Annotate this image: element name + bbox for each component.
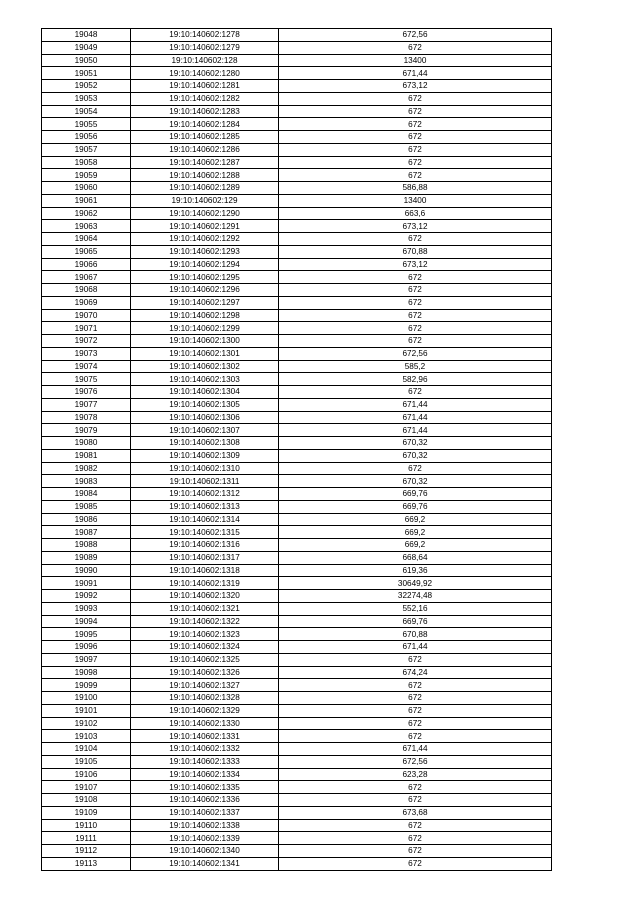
row-id-cell: 19065 xyxy=(42,245,131,258)
value-cell: 672 xyxy=(279,169,552,182)
row-id-cell: 19090 xyxy=(42,564,131,577)
table-row xyxy=(42,564,552,577)
value-cell: 671,44 xyxy=(279,67,552,80)
cadastral-number-cell: 19:10:140602:1294 xyxy=(131,258,279,271)
value-cell: 670,88 xyxy=(279,628,552,641)
table-row xyxy=(42,475,552,488)
value-cell: 672 xyxy=(279,335,552,348)
cadastral-number-cell: 19:10:140602:1320 xyxy=(131,590,279,603)
value-cell: 672 xyxy=(279,717,552,730)
table-row xyxy=(42,386,552,399)
table-row xyxy=(42,653,552,666)
value-cell: 672 xyxy=(279,92,552,105)
cadastral-number-cell: 19:10:140602:1321 xyxy=(131,602,279,615)
row-id-cell: 19097 xyxy=(42,653,131,666)
value-cell: 13400 xyxy=(279,54,552,67)
row-id-cell: 19072 xyxy=(42,335,131,348)
row-id-cell: 19064 xyxy=(42,233,131,246)
table-row xyxy=(42,118,552,131)
value-cell: 672 xyxy=(279,781,552,794)
cadastral-number-cell: 19:10:140602:1297 xyxy=(131,296,279,309)
table-row xyxy=(42,704,552,717)
row-id-cell: 19087 xyxy=(42,526,131,539)
data-table xyxy=(41,28,552,871)
value-cell: 669,2 xyxy=(279,539,552,552)
table-row xyxy=(42,92,552,105)
cadastral-number-cell: 19:10:140602:1331 xyxy=(131,730,279,743)
cadastral-number-cell: 19:10:140602:1329 xyxy=(131,704,279,717)
value-cell: 669,76 xyxy=(279,500,552,513)
cadastral-number-cell: 19:10:140602:1325 xyxy=(131,653,279,666)
row-id-cell: 19111 xyxy=(42,832,131,845)
row-id-cell: 19074 xyxy=(42,360,131,373)
table-row xyxy=(42,373,552,386)
table-row xyxy=(42,513,552,526)
cadastral-number-cell: 19:10:140602:1339 xyxy=(131,832,279,845)
table-row xyxy=(42,500,552,513)
value-cell: 671,44 xyxy=(279,743,552,756)
cadastral-number-cell: 19:10:140602:1295 xyxy=(131,271,279,284)
table-row xyxy=(42,462,552,475)
cadastral-number-cell: 19:10:140602:1301 xyxy=(131,347,279,360)
table-row xyxy=(42,832,552,845)
row-id-cell: 19108 xyxy=(42,794,131,807)
row-id-cell: 19104 xyxy=(42,743,131,756)
value-cell: 672 xyxy=(279,386,552,399)
table-row xyxy=(42,857,552,870)
value-cell: 669,76 xyxy=(279,488,552,501)
row-id-cell: 19096 xyxy=(42,641,131,654)
cadastral-number-cell: 19:10:140602:1316 xyxy=(131,539,279,552)
row-id-cell: 19059 xyxy=(42,169,131,182)
cadastral-number-cell: 19:10:140602:128 xyxy=(131,54,279,67)
value-cell: 672 xyxy=(279,233,552,246)
cadastral-number-cell: 19:10:140602:1280 xyxy=(131,67,279,80)
value-cell: 619,36 xyxy=(279,564,552,577)
row-id-cell: 19083 xyxy=(42,475,131,488)
cadastral-number-cell: 19:10:140602:1313 xyxy=(131,500,279,513)
cadastral-number-cell: 19:10:140602:1296 xyxy=(131,284,279,297)
value-cell: 674,24 xyxy=(279,666,552,679)
row-id-cell: 19071 xyxy=(42,322,131,335)
table-row xyxy=(42,398,552,411)
table-row xyxy=(42,602,552,615)
value-cell: 672 xyxy=(279,653,552,666)
table-row xyxy=(42,296,552,309)
value-cell: 672 xyxy=(279,794,552,807)
row-id-cell: 19048 xyxy=(42,29,131,42)
cadastral-number-cell: 19:10:140602:1311 xyxy=(131,475,279,488)
cadastral-number-cell: 19:10:140602:1289 xyxy=(131,182,279,195)
cadastral-number-cell: 19:10:140602:1310 xyxy=(131,462,279,475)
cadastral-number-cell: 19:10:140602:1315 xyxy=(131,526,279,539)
value-cell: 669,2 xyxy=(279,513,552,526)
table-row xyxy=(42,551,552,564)
cadastral-number-cell: 19:10:140602:1323 xyxy=(131,628,279,641)
value-cell: 672 xyxy=(279,41,552,54)
row-id-cell: 19098 xyxy=(42,666,131,679)
value-cell: 13400 xyxy=(279,194,552,207)
cadastral-number-cell: 19:10:140602:1309 xyxy=(131,449,279,462)
value-cell: 670,88 xyxy=(279,245,552,258)
table-row xyxy=(42,105,552,118)
value-cell: 672 xyxy=(279,692,552,705)
row-id-cell: 19100 xyxy=(42,692,131,705)
value-cell: 672 xyxy=(279,284,552,297)
table-row xyxy=(42,131,552,144)
row-id-cell: 19103 xyxy=(42,730,131,743)
cadastral-number-cell: 19:10:140602:1281 xyxy=(131,80,279,93)
table-row xyxy=(42,437,552,450)
table-row xyxy=(42,41,552,54)
table-row xyxy=(42,335,552,348)
table-row xyxy=(42,768,552,781)
cadastral-number-cell: 19:10:140602:1288 xyxy=(131,169,279,182)
value-cell: 32274,48 xyxy=(279,590,552,603)
value-cell: 672 xyxy=(279,105,552,118)
table-row xyxy=(42,692,552,705)
row-id-cell: 19080 xyxy=(42,437,131,450)
row-id-cell: 19102 xyxy=(42,717,131,730)
cadastral-number-cell: 19:10:140602:1312 xyxy=(131,488,279,501)
value-cell: 672 xyxy=(279,271,552,284)
value-cell: 672,56 xyxy=(279,347,552,360)
cadastral-number-cell: 19:10:140602:1318 xyxy=(131,564,279,577)
row-id-cell: 19078 xyxy=(42,411,131,424)
table-row xyxy=(42,309,552,322)
table-row xyxy=(42,743,552,756)
row-id-cell: 19099 xyxy=(42,679,131,692)
row-id-cell: 19105 xyxy=(42,755,131,768)
cadastral-number-cell: 19:10:140602:1304 xyxy=(131,386,279,399)
table-row xyxy=(42,80,552,93)
cadastral-number-cell: 19:10:140602:1286 xyxy=(131,143,279,156)
row-id-cell: 19086 xyxy=(42,513,131,526)
row-id-cell: 19057 xyxy=(42,143,131,156)
table-row xyxy=(42,258,552,271)
row-id-cell: 19091 xyxy=(42,577,131,590)
row-id-cell: 19060 xyxy=(42,182,131,195)
table-row xyxy=(42,615,552,628)
cadastral-number-cell: 19:10:140602:1334 xyxy=(131,768,279,781)
table-row xyxy=(42,194,552,207)
table-row xyxy=(42,526,552,539)
row-id-cell: 19113 xyxy=(42,857,131,870)
cadastral-number-cell: 19:10:140602:1314 xyxy=(131,513,279,526)
row-id-cell: 19058 xyxy=(42,156,131,169)
cadastral-number-cell: 19:10:140602:1327 xyxy=(131,679,279,692)
table-row xyxy=(42,347,552,360)
table-row xyxy=(42,169,552,182)
row-id-cell: 19079 xyxy=(42,424,131,437)
value-cell: 672 xyxy=(279,832,552,845)
value-cell: 586,88 xyxy=(279,182,552,195)
value-cell: 552,16 xyxy=(279,602,552,615)
cadastral-number-cell: 19:10:140602:1278 xyxy=(131,29,279,42)
value-cell: 582,96 xyxy=(279,373,552,386)
value-cell: 668,64 xyxy=(279,551,552,564)
cadastral-number-cell: 19:10:140602:1338 xyxy=(131,819,279,832)
value-cell: 672 xyxy=(279,309,552,322)
row-id-cell: 19110 xyxy=(42,819,131,832)
table-row xyxy=(42,220,552,233)
row-id-cell: 19081 xyxy=(42,449,131,462)
value-cell: 673,12 xyxy=(279,258,552,271)
cadastral-number-cell: 19:10:140602:1305 xyxy=(131,398,279,411)
cadastral-number-cell: 19:10:140602:1317 xyxy=(131,551,279,564)
value-cell: 585,2 xyxy=(279,360,552,373)
cadastral-number-cell: 19:10:140602:1319 xyxy=(131,577,279,590)
row-id-cell: 19106 xyxy=(42,768,131,781)
cadastral-number-cell: 19:10:140602:1330 xyxy=(131,717,279,730)
row-id-cell: 19062 xyxy=(42,207,131,220)
cadastral-number-cell: 19:10:140602:1324 xyxy=(131,641,279,654)
cadastral-number-cell: 19:10:140602:1328 xyxy=(131,692,279,705)
value-cell: 672 xyxy=(279,118,552,131)
row-id-cell: 19052 xyxy=(42,80,131,93)
cadastral-number-cell: 19:10:140602:1299 xyxy=(131,322,279,335)
table-row xyxy=(42,577,552,590)
row-id-cell: 19061 xyxy=(42,194,131,207)
table-row xyxy=(42,322,552,335)
table-row xyxy=(42,781,552,794)
row-id-cell: 19085 xyxy=(42,500,131,513)
table-row xyxy=(42,54,552,67)
row-id-cell: 19054 xyxy=(42,105,131,118)
cadastral-number-cell: 19:10:140602:129 xyxy=(131,194,279,207)
row-id-cell: 19101 xyxy=(42,704,131,717)
cadastral-number-cell: 19:10:140602:1279 xyxy=(131,41,279,54)
table-row xyxy=(42,245,552,258)
table-row xyxy=(42,29,552,42)
cadastral-number-cell: 19:10:140602:1300 xyxy=(131,335,279,348)
row-id-cell: 19067 xyxy=(42,271,131,284)
row-id-cell: 19077 xyxy=(42,398,131,411)
cadastral-number-cell: 19:10:140602:1298 xyxy=(131,309,279,322)
table-row xyxy=(42,360,552,373)
row-id-cell: 19075 xyxy=(42,373,131,386)
cadastral-number-cell: 19:10:140602:1306 xyxy=(131,411,279,424)
row-id-cell: 19050 xyxy=(42,54,131,67)
value-cell: 672 xyxy=(279,679,552,692)
table-row xyxy=(42,628,552,641)
table-row xyxy=(42,590,552,603)
value-cell: 672 xyxy=(279,131,552,144)
table-row xyxy=(42,143,552,156)
row-id-cell: 19109 xyxy=(42,806,131,819)
value-cell: 670,32 xyxy=(279,475,552,488)
table-row xyxy=(42,488,552,501)
cadastral-number-cell: 19:10:140602:1340 xyxy=(131,845,279,858)
row-id-cell: 19093 xyxy=(42,602,131,615)
value-cell: 673,12 xyxy=(279,220,552,233)
value-cell: 671,44 xyxy=(279,641,552,654)
table-row xyxy=(42,845,552,858)
value-cell: 670,32 xyxy=(279,449,552,462)
table-row xyxy=(42,730,552,743)
row-id-cell: 19107 xyxy=(42,781,131,794)
cadastral-number-cell: 19:10:140602:1284 xyxy=(131,118,279,131)
table-row xyxy=(42,271,552,284)
cadastral-number-cell: 19:10:140602:1291 xyxy=(131,220,279,233)
value-cell: 673,68 xyxy=(279,806,552,819)
cadastral-number-cell: 19:10:140602:1285 xyxy=(131,131,279,144)
table-row xyxy=(42,717,552,730)
cadastral-number-cell: 19:10:140602:1307 xyxy=(131,424,279,437)
value-cell: 671,44 xyxy=(279,411,552,424)
cadastral-number-cell: 19:10:140602:1332 xyxy=(131,743,279,756)
table-row xyxy=(42,67,552,80)
table-row xyxy=(42,819,552,832)
table-row xyxy=(42,233,552,246)
table-row xyxy=(42,182,552,195)
table-row xyxy=(42,806,552,819)
row-id-cell: 19070 xyxy=(42,309,131,322)
row-id-cell: 19089 xyxy=(42,551,131,564)
row-id-cell: 19088 xyxy=(42,539,131,552)
value-cell: 669,2 xyxy=(279,526,552,539)
cadastral-number-cell: 19:10:140602:1336 xyxy=(131,794,279,807)
value-cell: 671,44 xyxy=(279,424,552,437)
row-id-cell: 19056 xyxy=(42,131,131,144)
value-cell: 670,32 xyxy=(279,437,552,450)
cadastral-number-cell: 19:10:140602:1341 xyxy=(131,857,279,870)
value-cell: 671,44 xyxy=(279,398,552,411)
value-cell: 672 xyxy=(279,845,552,858)
row-id-cell: 19049 xyxy=(42,41,131,54)
table-row xyxy=(42,539,552,552)
table-row xyxy=(42,666,552,679)
row-id-cell: 19051 xyxy=(42,67,131,80)
table-row xyxy=(42,755,552,768)
table-row xyxy=(42,449,552,462)
cadastral-number-cell: 19:10:140602:1292 xyxy=(131,233,279,246)
row-id-cell: 19055 xyxy=(42,118,131,131)
cadastral-number-cell: 19:10:140602:1337 xyxy=(131,806,279,819)
value-cell: 672,56 xyxy=(279,29,552,42)
table-row xyxy=(42,207,552,220)
cadastral-number-cell: 19:10:140602:1322 xyxy=(131,615,279,628)
row-id-cell: 19112 xyxy=(42,845,131,858)
cadastral-number-cell: 19:10:140602:1287 xyxy=(131,156,279,169)
table-body xyxy=(42,29,552,871)
cadastral-number-cell: 19:10:140602:1290 xyxy=(131,207,279,220)
value-cell: 673,12 xyxy=(279,80,552,93)
value-cell: 672 xyxy=(279,322,552,335)
value-cell: 663,6 xyxy=(279,207,552,220)
table-row xyxy=(42,156,552,169)
cadastral-number-cell: 19:10:140602:1333 xyxy=(131,755,279,768)
value-cell: 672 xyxy=(279,156,552,169)
cadastral-number-cell: 19:10:140602:1303 xyxy=(131,373,279,386)
table-row xyxy=(42,424,552,437)
row-id-cell: 19076 xyxy=(42,386,131,399)
row-id-cell: 19095 xyxy=(42,628,131,641)
row-id-cell: 19082 xyxy=(42,462,131,475)
value-cell: 672 xyxy=(279,143,552,156)
row-id-cell: 19053 xyxy=(42,92,131,105)
cadastral-number-cell: 19:10:140602:1308 xyxy=(131,437,279,450)
value-cell: 672 xyxy=(279,819,552,832)
row-id-cell: 19068 xyxy=(42,284,131,297)
row-id-cell: 19084 xyxy=(42,488,131,501)
row-id-cell: 19066 xyxy=(42,258,131,271)
value-cell: 672 xyxy=(279,730,552,743)
table-row xyxy=(42,284,552,297)
cadastral-number-cell: 19:10:140602:1335 xyxy=(131,781,279,794)
cadastral-number-cell: 19:10:140602:1326 xyxy=(131,666,279,679)
table-row xyxy=(42,794,552,807)
value-cell: 669,76 xyxy=(279,615,552,628)
cadastral-number-cell: 19:10:140602:1283 xyxy=(131,105,279,118)
value-cell: 672 xyxy=(279,857,552,870)
row-id-cell: 19092 xyxy=(42,590,131,603)
value-cell: 30649,92 xyxy=(279,577,552,590)
row-id-cell: 19063 xyxy=(42,220,131,233)
table-row xyxy=(42,411,552,424)
cadastral-number-cell: 19:10:140602:1282 xyxy=(131,92,279,105)
cadastral-number-cell: 19:10:140602:1302 xyxy=(131,360,279,373)
value-cell: 672 xyxy=(279,704,552,717)
value-cell: 672 xyxy=(279,462,552,475)
row-id-cell: 19094 xyxy=(42,615,131,628)
table-row xyxy=(42,679,552,692)
value-cell: 623,28 xyxy=(279,768,552,781)
row-id-cell: 19073 xyxy=(42,347,131,360)
row-id-cell: 19069 xyxy=(42,296,131,309)
cadastral-number-cell: 19:10:140602:1293 xyxy=(131,245,279,258)
table-row xyxy=(42,641,552,654)
value-cell: 672 xyxy=(279,296,552,309)
value-cell: 672,56 xyxy=(279,755,552,768)
